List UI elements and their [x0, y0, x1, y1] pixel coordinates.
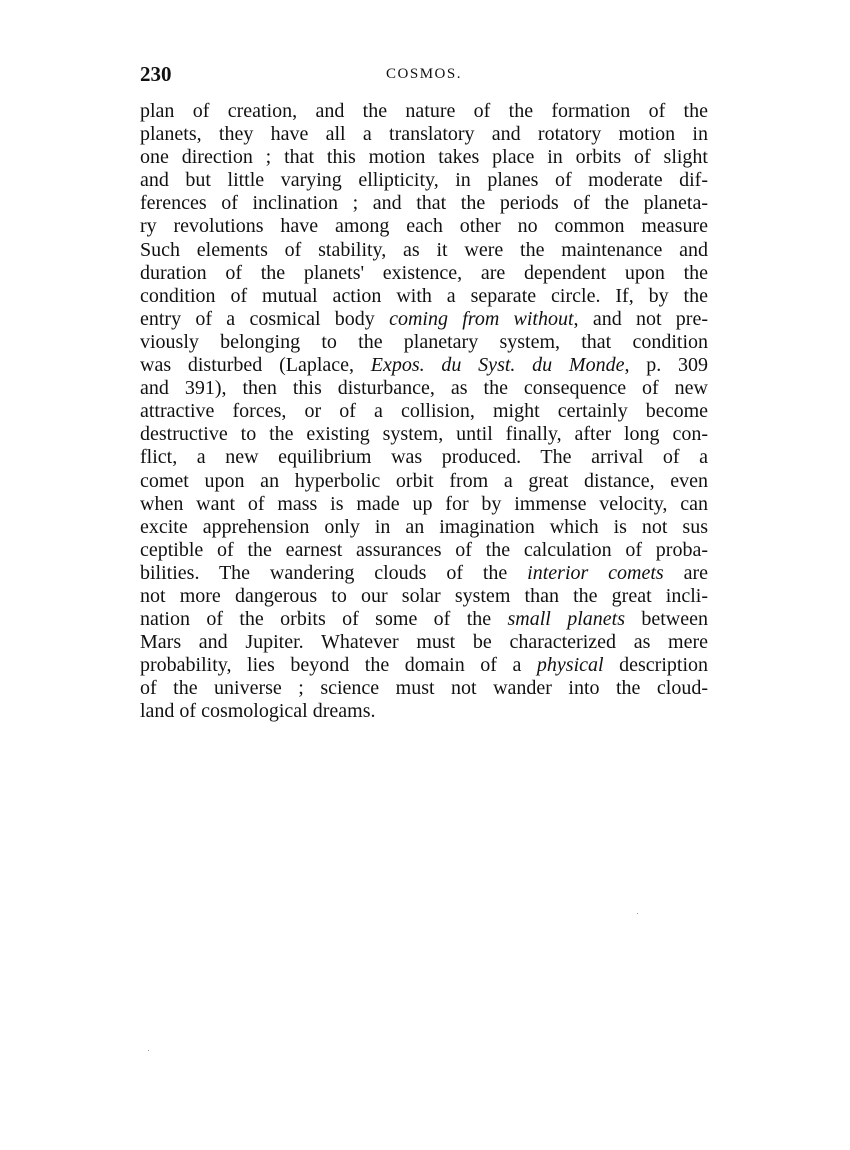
- text-segment: comet upon an hyperbolic orbit from a great distance, even: [140, 469, 708, 492]
- text-line: [140, 308, 708, 331]
- text-line: [140, 654, 708, 677]
- text-segment: , and not pre-: [573, 307, 708, 330]
- text-segment: flict, a new equilibrium was produced. The arrival of a: [140, 446, 708, 469]
- text-segment: attractive forces, or of a collision, might certainly become: [140, 400, 708, 423]
- running-title: COSMOS.: [386, 66, 462, 82]
- text-segment: plan of creation, and the nature of the formation of the: [140, 100, 708, 122]
- text-segment: ry revolutions have among each other no common measure: [140, 215, 708, 238]
- page-header: [140, 62, 708, 92]
- italic-text-segment: Expos. du Syst. du Monde: [370, 354, 625, 377]
- text-line: [140, 331, 708, 354]
- text-segment: , p. 309: [624, 354, 708, 377]
- text-line: [140, 493, 708, 516]
- text-line: [140, 192, 708, 215]
- text-segment: nation of the orbits of some of the: [140, 608, 508, 631]
- text-segment: excite apprehension only in an imagination which is not sus: [140, 515, 708, 538]
- page-number: 230: [140, 62, 172, 86]
- text-line: [140, 377, 708, 400]
- text-segment: probability, lies beyond the domain of a: [140, 654, 537, 677]
- text-line: [140, 446, 708, 469]
- text-line: [140, 100, 708, 123]
- text-segment: when want of mass is made up for by immense velocity, can: [140, 492, 708, 515]
- text-segment: duration of the planets' existence, are dependent upon the: [140, 261, 708, 284]
- text-segment: viously belonging to the planetary system, that condition: [140, 330, 708, 353]
- text-segment: description: [603, 654, 708, 677]
- text-segment: planets, they have all a translatory and rotatory motion in: [140, 123, 708, 146]
- italic-text-segment: interior comets: [527, 561, 664, 584]
- text-segment: was disturbed (Laplace,: [140, 354, 371, 377]
- text-segment: and but little varying ellipticity, in planes of moderate dif-: [140, 169, 708, 192]
- italic-text-segment: small planets: [507, 608, 625, 631]
- text-line: [140, 423, 708, 446]
- text-line: [140, 700, 708, 723]
- text-segment: and 391), then this disturbance, as the consequence of new: [140, 377, 708, 400]
- text-line: [140, 123, 708, 146]
- text-line: [140, 146, 708, 169]
- text-line: [140, 169, 708, 192]
- text-segment: land of cosmological dreams.: [140, 700, 376, 723]
- text-line: [140, 562, 708, 585]
- text-segment: bilities. The wandering clouds of the: [140, 561, 528, 584]
- text-segment: Mars and Jupiter. Whatever must be characterized as mere: [140, 631, 708, 654]
- text-line: [140, 400, 708, 423]
- text-line: [140, 470, 708, 493]
- text-segment: entry of a cosmical body: [140, 307, 390, 330]
- text-segment: ferences of inclination ; and that the periods of the planeta-: [140, 192, 708, 215]
- text-segment: ceptible of the earnest assurances of the calculation of proba-: [140, 538, 708, 561]
- text-line: [140, 239, 708, 262]
- text-segment: between: [624, 608, 708, 631]
- text-line: [140, 677, 708, 700]
- text-line: [140, 516, 708, 539]
- text-line: [140, 285, 708, 308]
- text-segment: are: [663, 561, 708, 584]
- text-segment: destructive to the existing system, until finally, after long con-: [140, 423, 708, 446]
- text-line: [140, 608, 708, 631]
- text-line: [140, 262, 708, 285]
- text-segment: of the universe ; science must not wander into the cloud-: [140, 677, 708, 700]
- text-segment: one direction ; that this motion takes place in orbits of slight: [140, 146, 708, 169]
- text-segment: not more dangerous to our solar system than the great incli-: [140, 584, 708, 607]
- text-line: [140, 631, 708, 654]
- text-line: [140, 539, 708, 562]
- paper-speck: [148, 1050, 149, 1051]
- text-line: [140, 354, 708, 377]
- text-line: [140, 215, 708, 238]
- paper-speck: [637, 913, 638, 914]
- italic-text-segment: coming from without: [389, 307, 574, 330]
- italic-text-segment: physical: [536, 654, 604, 677]
- text-segment: condition of mutual action with a separate circle. If, by the: [140, 284, 708, 307]
- text-line: [140, 585, 708, 608]
- text-segment: Such elements of stability, as it were the maintenance and: [140, 238, 708, 261]
- body-paragraph: [140, 100, 708, 724]
